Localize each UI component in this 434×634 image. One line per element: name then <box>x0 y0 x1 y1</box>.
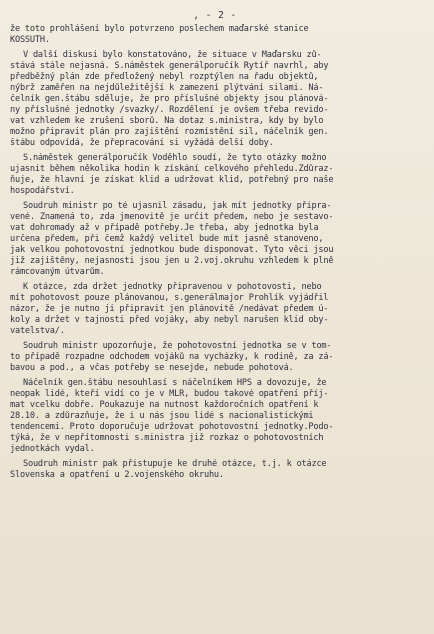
text-line: ny příslušné jednotky /svazky/. Rozdělení je ovšem třeba revido- <box>10 105 329 115</box>
text-line: stává stále nejasná. S.náměstek generálporučík Rytíř navrhl, aby <box>10 61 329 71</box>
text-line: Soudruh ministr pak přistupuje ke druhé otázce, t.j. k otázce <box>23 459 327 469</box>
text-line: předběžný plán zde předložený nebyl rozptýlen na řadu objektů, <box>10 72 319 82</box>
text-line: týká, že v nepřítomnosti s.ministra již rozkaz o pohotovostních <box>10 433 324 443</box>
text-line: vat vzhledem ke zrušení sborů. Na dotaz s.ministra, kdy by bylo <box>10 116 324 126</box>
paragraph <box>10 459 420 481</box>
paragraph <box>10 341 420 374</box>
text-line: jak velkou pohotovostní jednotkou bude disponovat. Tyto věci jsou <box>10 245 334 255</box>
text-line: že toto prohlášení bylo potvrzeno poslechem maďarské stanice <box>10 24 309 34</box>
paragraph <box>10 153 420 197</box>
paragraph <box>10 378 420 455</box>
text-line: KOSSUTH. <box>10 35 50 45</box>
text-line: jednotkách vydal. <box>10 444 95 454</box>
text-line: neopak lidé, kteří vidí co je v MLR, budou takové opatření příj- <box>10 389 329 399</box>
text-line: Soudruh ministr po té ujasnil zásadu, jak mít jednotky připra- <box>23 201 332 211</box>
text-line: mít pohotovost pouze plánovanou, s.generálmajor Prohlík vyjádřil <box>10 293 329 303</box>
text-line: názor, že je nutno ji připravit jen plánovitě /nedávat předem ú- <box>10 304 329 314</box>
text-line: koly a držet v tajnosti před vojáky, aby nebyl narušen klid oby- <box>10 315 329 325</box>
text-line: tendencemi. Proto doporučuje udržovat pohotovostní jednotky.Podo- <box>10 422 334 432</box>
text-line: rámcovaným útvarům. <box>10 267 105 277</box>
text-line: vat dohromady až v případě potřeby.Je třeba, aby jednotka byla <box>10 223 319 233</box>
text-line: Slovenska a opatření u 2.vojenského okruhu. <box>10 470 224 480</box>
text-line: S.náměstek generálporučík Voděhlo soudí, že tyto otázky možno <box>23 153 327 163</box>
text-line: mat vcelku dobře. Poukazuje na nutnost každoročních opatření k <box>10 400 319 410</box>
text-line: nýbrž zaměřen na nejdůležitější k zamezení plýtvání silami. Ná- <box>10 83 324 93</box>
text-line: hospodářství. <box>10 186 75 196</box>
text-line: Soudruh ministr upozorňuje, že pohotovostní jednotka se v tom- <box>23 341 332 351</box>
text-line: štábu odpovídá, že přepracování si vyžádá delší doby. <box>10 138 274 148</box>
text-line: čelník gen.štábu sděluje, že pro příslušné objekty jsou plánová- <box>10 94 329 104</box>
text-line: možno připravit plán pro zajištění rozmístění sil, náčelník gen. <box>10 127 329 137</box>
paragraph <box>10 50 420 149</box>
text-line: bavou a pod., a včas potřeby se nesejde, nebude pohotová. <box>10 363 294 373</box>
text-line: to případě rozpadne odchodem vojáků na vycházky, k rodině, za zá- <box>10 352 334 362</box>
document-body <box>10 24 420 481</box>
text-line: vené. Znamená to, zda jmenovitě je určit předem, nebo je sestavo- <box>10 212 334 222</box>
text-line: K otázce, zda držet jednotky připravenou v pohotovosti, nebo <box>23 282 322 292</box>
text-line: vatelstva/. <box>10 326 65 336</box>
text-line: již zajištěny, nejasnosti jsou jen u 2.voj.okruhu vzhledem k plně <box>10 256 334 266</box>
text-line: V další diskusi bylo konstatováno, že situace v Maďarsku zů- <box>23 50 322 60</box>
text-line: určena předem, při čemž každý velitel bude mít jasně stanoveno, <box>10 234 324 244</box>
paragraph <box>10 282 420 337</box>
text-line: ujasnit během několika hodin k získání celkového přehledu.Zdůraz- <box>10 164 334 174</box>
text-line: ňuje, že hlavní je získat klid a udržovat klid, potřebný pro naše <box>10 175 334 185</box>
text-line: Náčelník gen.štábu nesouhlasí s náčelníkem HPS a dovozuje, že <box>23 378 327 388</box>
text-line: 28.10. a zdůrazňuje, že i u nás jsou lidé s nacionalistickými <box>10 411 314 421</box>
page-number: , - 2 - <box>193 10 237 21</box>
paragraph <box>10 201 420 278</box>
paragraph <box>10 24 420 46</box>
